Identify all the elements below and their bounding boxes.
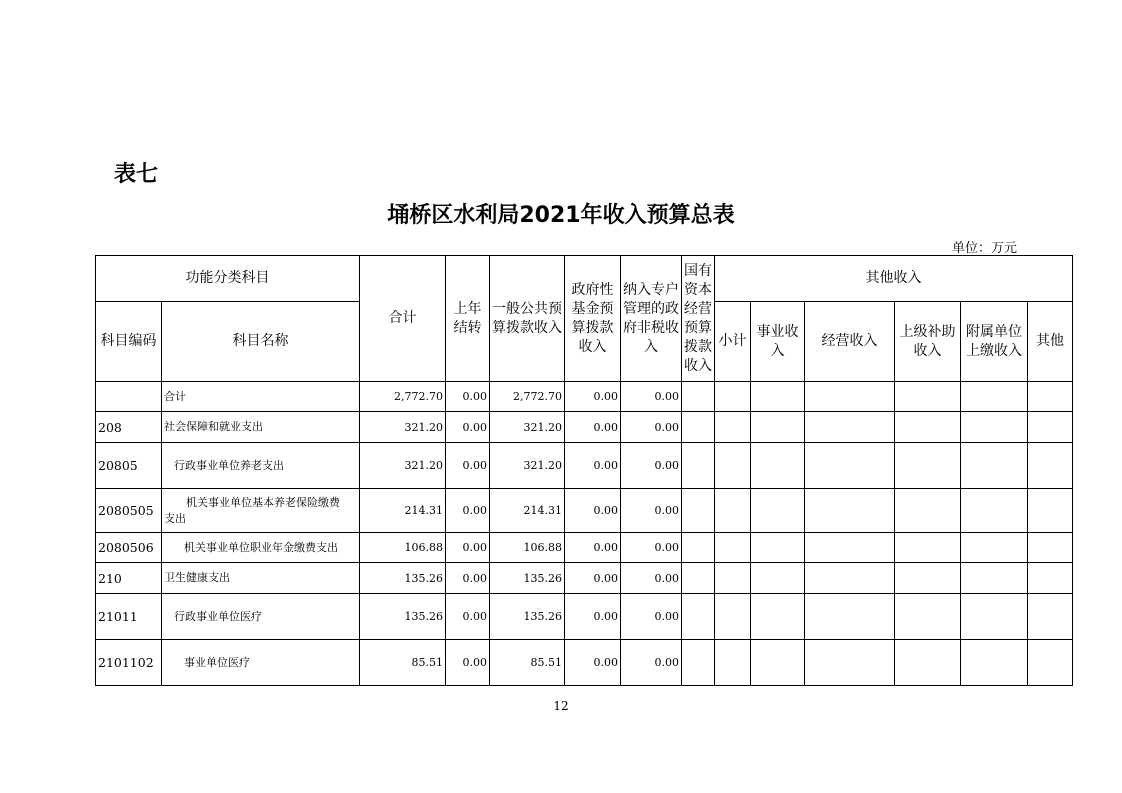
row-code: 208 <box>96 412 162 443</box>
row-fund: 0.00 <box>565 412 621 443</box>
row-special: 0.00 <box>621 412 682 443</box>
row-carry: 0.00 <box>446 412 490 443</box>
row-total: 321.20 <box>360 412 446 443</box>
row-general: 106.88 <box>490 533 565 563</box>
row-carry: 0.00 <box>446 594 490 640</box>
row-carry: 0.00 <box>446 443 490 489</box>
header-state-capital: 国有资本经营预算拨款收入 <box>682 256 715 382</box>
row-special: 0.00 <box>621 594 682 640</box>
row-name: 行政事业单位养老支出 <box>162 443 360 489</box>
header-general-public: 一般公共预算拨款收入 <box>490 256 565 382</box>
row-code: 2101102 <box>96 640 162 686</box>
table-row <box>96 489 1073 533</box>
row-code: 2080506 <box>96 533 162 563</box>
row-name: 社会保障和就业支出 <box>162 412 360 443</box>
header-other: 其他 <box>1028 302 1073 382</box>
table-row <box>96 412 1073 443</box>
unit-label: 单位：万元 <box>952 241 1018 256</box>
header-func-class: 功能分类科目 <box>96 256 360 302</box>
header-business-income: 事业收入 <box>751 302 805 382</box>
row-name-line2: 支出 <box>164 511 186 525</box>
header-total: 合计 <box>360 256 446 382</box>
row-name: 卫生健康支出 <box>162 563 360 594</box>
row-fund: 0.00 <box>565 640 621 686</box>
header-subtotal: 小计 <box>715 302 751 382</box>
row-general: 214.31 <box>490 489 565 533</box>
row-general: 135.26 <box>490 563 565 594</box>
row-general: 85.51 <box>490 640 565 686</box>
table-row <box>96 563 1073 594</box>
row-code: 20805 <box>96 443 162 489</box>
row-name: 机关事业单位职业年金缴费支出 <box>162 533 360 563</box>
table-row <box>96 443 1073 489</box>
row-special: 0.00 <box>621 533 682 563</box>
header-row-1 <box>96 256 1073 302</box>
row-carry: 0.00 <box>446 533 490 563</box>
row-total: 135.26 <box>360 563 446 594</box>
row-general: 321.20 <box>490 412 565 443</box>
header-carry-over: 上年结转 <box>446 256 490 382</box>
row-code: 21011 <box>96 594 162 640</box>
row-fund: 0.00 <box>565 489 621 533</box>
row-total: 85.51 <box>360 640 446 686</box>
page-title: 埇桥区水利局2021年收入预算总表 <box>387 203 735 228</box>
row-name-line1: 机关事业单位基本养老保险缴费 <box>186 495 340 509</box>
header-name: 科目名称 <box>162 302 360 382</box>
row-total: 106.88 <box>360 533 446 563</box>
header-affiliate-income: 附属单位上缴收入 <box>961 302 1028 382</box>
row-total: 135.26 <box>360 594 446 640</box>
row-general: 2,772.70 <box>490 382 565 412</box>
header-special-mgmt: 纳入专户管理的政府非税收入 <box>621 256 682 382</box>
table-row <box>96 533 1073 563</box>
row-code <box>96 382 162 412</box>
row-fund: 0.00 <box>565 533 621 563</box>
page-number: 12 <box>553 699 569 713</box>
header-code: 科目编码 <box>96 302 162 382</box>
row-code: 2080505 <box>96 489 162 533</box>
row-carry: 0.00 <box>446 489 490 533</box>
row-special: 0.00 <box>621 443 682 489</box>
table-row <box>96 594 1073 640</box>
row-fund: 0.00 <box>565 382 621 412</box>
row-code: 210 <box>96 563 162 594</box>
row-special: 0.00 <box>621 640 682 686</box>
table-row <box>96 640 1073 686</box>
row-fund: 0.00 <box>565 563 621 594</box>
row-fund: 0.00 <box>565 443 621 489</box>
row-name <box>162 489 360 533</box>
row-special: 0.00 <box>621 563 682 594</box>
header-superior-subsidy: 上级补助收入 <box>895 302 961 382</box>
row-special: 0.00 <box>621 382 682 412</box>
header-other-income: 其他收入 <box>715 256 1073 302</box>
row-name: 事业单位医疗 <box>162 640 360 686</box>
row-name: 行政事业单位医疗 <box>162 594 360 640</box>
row-general: 135.26 <box>490 594 565 640</box>
table-label: 表七 <box>114 162 159 187</box>
row-carry: 0.00 <box>446 382 490 412</box>
income-budget-table <box>95 255 1073 686</box>
row-fund: 0.00 <box>565 594 621 640</box>
row-general: 321.20 <box>490 443 565 489</box>
header-operating-income: 经营收入 <box>805 302 895 382</box>
row-name: 合计 <box>162 382 360 412</box>
row-special: 0.00 <box>621 489 682 533</box>
row-total: 2,772.70 <box>360 382 446 412</box>
row-total: 321.20 <box>360 443 446 489</box>
table-row <box>96 382 1073 412</box>
row-carry: 0.00 <box>446 563 490 594</box>
row-total: 214.31 <box>360 489 446 533</box>
row-carry: 0.00 <box>446 640 490 686</box>
header-gov-fund: 政府性基金预算拨款收入 <box>565 256 621 382</box>
